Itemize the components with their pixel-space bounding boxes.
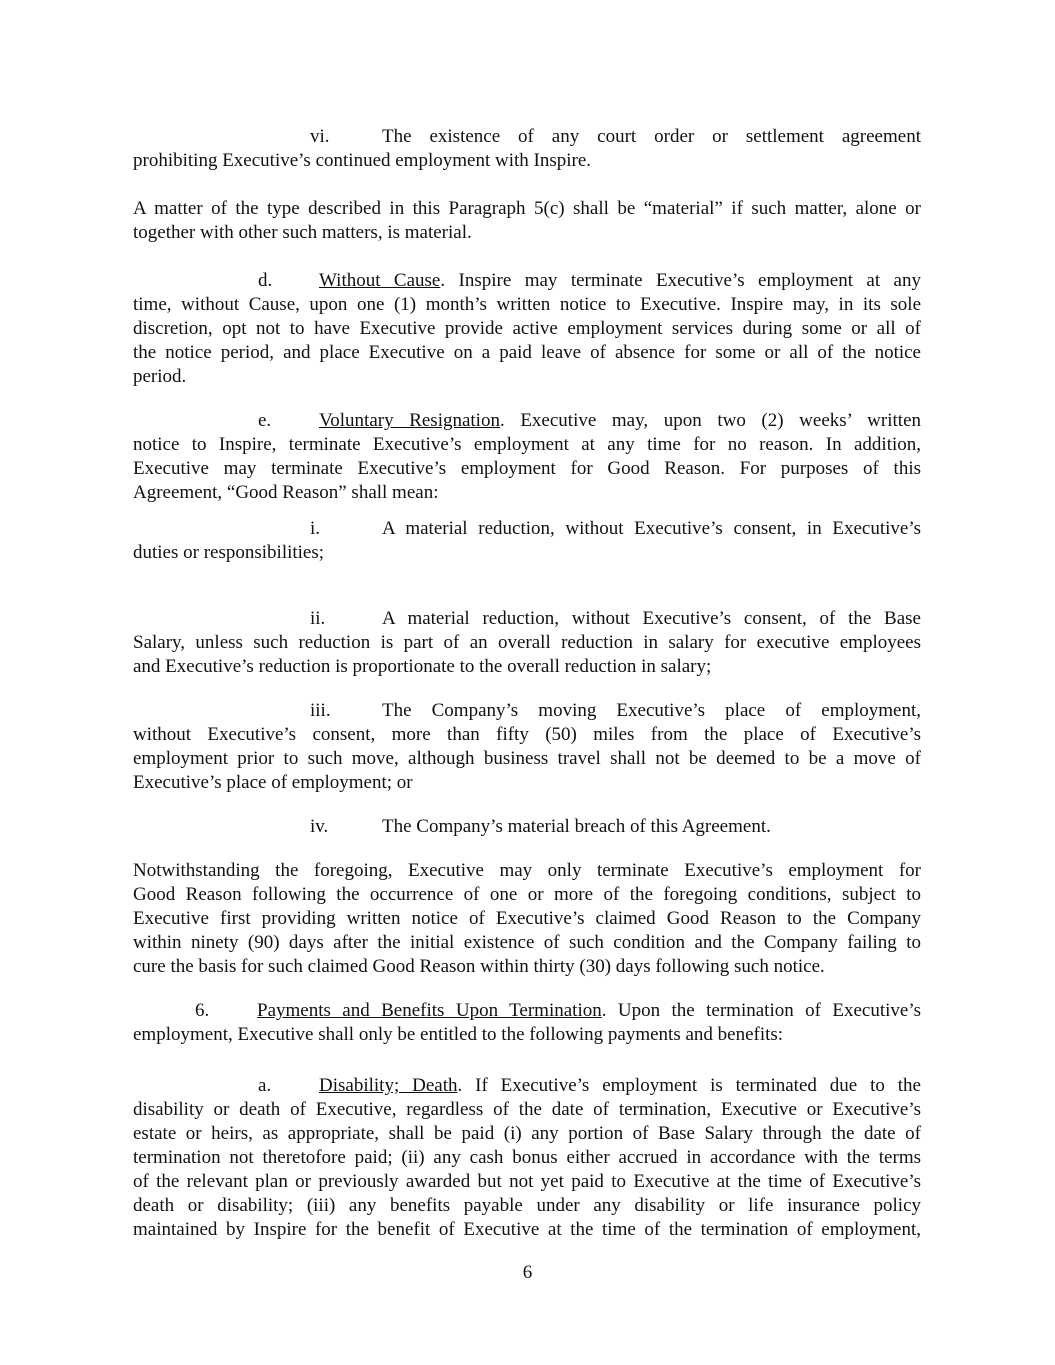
section-6-line1 bbox=[133, 999, 921, 1023]
clause-ii-text: A material reduction, without Executive’s consent, of the Base bbox=[382, 608, 921, 629]
clause-d-line1-rest: . Inspire may terminate Executive’s employment at any bbox=[440, 270, 921, 291]
clause-a-line1-rest: . If Executive’s employment is terminated due to the bbox=[457, 1075, 921, 1096]
clause-iv-marker: iv. bbox=[310, 816, 329, 837]
notwithstanding-line-2: Good Reason following the occurrence of one or more of the foregoing conditions, subject to bbox=[133, 884, 921, 905]
clause-e-marker: e. bbox=[258, 410, 272, 431]
clause-e-line4: Agreement, “Good Reason” shall mean: bbox=[133, 482, 439, 503]
clause-d-line4: the notice period, and place Executive on a paid leave of absence for some or all of the notice bbox=[133, 342, 921, 363]
clause-d-line2: time, without Cause, upon one (1) month’s written notice to Executive. Inspire may, in its sole bbox=[133, 294, 921, 315]
clause-d-line5: period. bbox=[133, 366, 187, 387]
clause-iii-line3: employment prior to such move, although business travel shall not be deemed to be a move of bbox=[133, 748, 921, 769]
clause-a-line4: termination not theretofore paid; (ii) any cash bonus either accrued in accordance with the terms bbox=[133, 1147, 921, 1168]
section-6-line2: employment, Executive shall only be entitled to the following payments and benefits: bbox=[133, 1024, 784, 1045]
clause-d-line3: discretion, opt not to have Executive provide active employment services during some or all of bbox=[133, 318, 921, 339]
material-line-2: together with other such matters, is material. bbox=[133, 222, 472, 243]
clause-vi bbox=[133, 125, 921, 173]
clause-e-line1-rest: . Executive may, upon two (2) weeks’ written bbox=[499, 410, 922, 431]
clause-vi-cont: prohibiting Executive’s continued employment with Inspire. bbox=[133, 150, 592, 171]
clause-i-text: A material reduction, without Executive’s consent, in Executive’s bbox=[382, 518, 921, 539]
clause-iii bbox=[133, 699, 921, 795]
clause-iii-line1 bbox=[133, 699, 921, 723]
clause-a-line6: death or disability; (iii) any benefits payable under any disability or life insurance policy bbox=[133, 1195, 921, 1216]
clause-i bbox=[133, 517, 921, 565]
clause-a-line1 bbox=[133, 1074, 921, 1098]
clause-e-line1 bbox=[133, 409, 921, 433]
clause-ii-line1 bbox=[133, 607, 921, 631]
clause-ii-line3: and Executive’s reduction is proportionate to the overall reduction in salary; bbox=[133, 656, 712, 677]
clause-ii bbox=[133, 607, 921, 679]
material-line-1: A matter of the type described in this Paragraph 5(c) shall be “material” if such matter, alone or bbox=[133, 198, 921, 219]
notwithstanding-paragraph bbox=[133, 859, 921, 979]
clause-e-line2: notice to Inspire, terminate Executive’s employment at any time for no reason. In addition, bbox=[133, 434, 921, 455]
clause-vi-marker: vi. bbox=[310, 126, 330, 147]
clause-ii-marker: ii. bbox=[310, 608, 326, 629]
section-6-heading: Payments and Benefits Upon Termination bbox=[257, 1000, 602, 1021]
clause-e-heading: Voluntary Resignation bbox=[319, 410, 500, 431]
clause-d-marker: d. bbox=[258, 270, 273, 291]
clause-d-line1 bbox=[133, 269, 921, 293]
clause-a-line3: estate or heirs, as appropriate, shall be paid (i) any portion of Base Salary through the date of bbox=[133, 1123, 921, 1144]
clause-d-heading: Without Cause bbox=[319, 270, 441, 291]
clause-vi-text: The existence of any court order or settlement agreement bbox=[382, 126, 921, 147]
notwithstanding-line-5: cure the basis for such claimed Good Reason within thirty (30) days following such notice. bbox=[133, 956, 825, 977]
clause-a-heading: Disability; Death bbox=[319, 1075, 458, 1096]
clause-iii-text: The Company’s moving Executive’s place of employment, bbox=[382, 700, 921, 721]
clause-vi-line1 bbox=[133, 125, 921, 149]
clause-d-without-cause bbox=[133, 269, 921, 389]
clause-a-line7: maintained by Inspire for the benefit of Executive at the time of the termination of employment, bbox=[133, 1219, 921, 1240]
notwithstanding-line-4: within ninety (90) days after the initial existence of such condition and the Company failing to bbox=[133, 932, 921, 953]
clause-iv-text: The Company’s material breach of this Agreement. bbox=[382, 816, 771, 837]
material-paragraph bbox=[133, 197, 921, 245]
clause-iii-line4: Executive’s place of employment; or bbox=[133, 772, 413, 793]
clause-iv-line1 bbox=[133, 815, 921, 839]
clause-iii-line2: without Executive’s consent, more than fifty (50) miles from the place of Executive’s bbox=[133, 724, 921, 745]
notwithstanding-line-1: Notwithstanding the foregoing, Executive may only terminate Executive’s employment for bbox=[133, 860, 921, 881]
page-number: 6 bbox=[522, 1262, 533, 1283]
clause-i-line1 bbox=[133, 517, 921, 541]
clause-ii-line2: Salary, unless such reduction is part of an overall reduction in salary for executive employees bbox=[133, 632, 921, 653]
clause-e-line3: Executive may terminate Executive’s employment for Good Reason. For purposes of this bbox=[133, 458, 921, 479]
clause-i-marker: i. bbox=[310, 518, 321, 539]
clause-a-line2: disability or death of Executive, regardless of the date of termination, Executive or Executive’s bbox=[133, 1099, 921, 1120]
clause-a-marker: a. bbox=[258, 1075, 272, 1096]
notwithstanding-line-3: Executive first providing written notice of Executive’s claimed Good Reason to the Company bbox=[133, 908, 921, 929]
clause-iv bbox=[133, 815, 921, 839]
clause-a-line5: of the relevant plan or previously awarded but not yet paid to Executive at the time of Executive’s bbox=[133, 1171, 921, 1192]
clause-i-cont: duties or responsibilities; bbox=[133, 542, 325, 563]
section-6-marker: 6. bbox=[195, 1000, 210, 1021]
clause-e-voluntary-resignation bbox=[133, 409, 921, 505]
clause-a-disability-death bbox=[133, 1074, 921, 1242]
section-6-payments bbox=[133, 999, 921, 1047]
clause-iii-marker: iii. bbox=[310, 700, 331, 721]
section-6-line1-rest: . Upon the termination of Executive’s bbox=[601, 1000, 921, 1021]
